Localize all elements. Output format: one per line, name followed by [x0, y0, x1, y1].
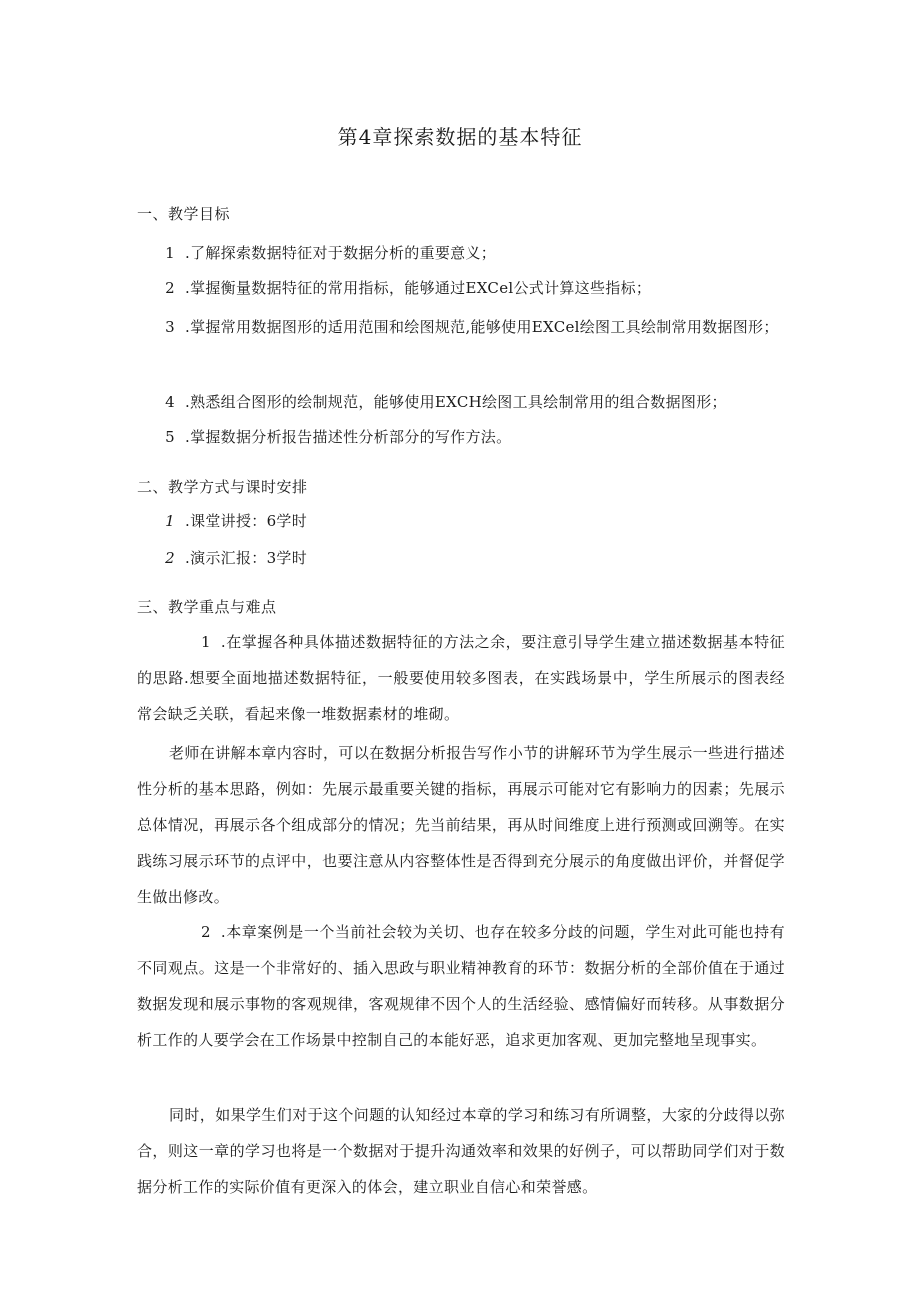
list-item	[137, 309, 787, 345]
list-item	[137, 419, 787, 455]
section-heading-objectives: 一、教学目标	[137, 205, 231, 223]
item-number: 2	[201, 923, 211, 941]
item-text: .演示汇报：3学时	[185, 549, 308, 567]
item-number: 5	[165, 428, 175, 446]
item-number: 1	[165, 244, 175, 262]
list-item	[137, 235, 787, 271]
item-number: 1	[165, 512, 175, 530]
paragraph-text: .本章案例是一个当前社会较为关切、也存在较多分歧的问题，学生对此可能也持有不同观点。这是一个非常好的、插入思政与职业精神教育的环节：数据分析的全部价值在于通过数据发现和展示事物的客观规律，客观规律不因个人的生活经验、感情偏好而转移。从事数据分析工作的人要学会在工作场景中控制自己的本能好恶，追求更加客观、更加完整地呈现事实。	[137, 923, 785, 1049]
paragraph-text: .在掌握各种具体描述数据特征的方法之余，要注意引导学生建立描述数据基本特征的思路.想要全面地描述数据特征，一般要使用较多图表，在实践场景中，学生所展示的图表经常会缺乏关联，看起来像一堆数据素材的堆砌。	[137, 633, 785, 723]
item-number: 2	[165, 279, 175, 297]
list-item	[137, 540, 787, 576]
item-number: 2	[165, 549, 175, 567]
item-number: 4	[165, 393, 175, 411]
item-text: .课堂讲授：6学时	[185, 512, 308, 530]
paragraph	[137, 735, 785, 915]
item-number: 3	[165, 318, 175, 336]
list-item	[137, 270, 787, 306]
paragraph-text: 老师在讲解本章内容时，可以在数据分析报告写作小节的讲解环节为学生展示一些进行描述性分析的基本思路，例如：先展示最重要关键的指标，再展示可能对它有影响力的因素；先展示总体情况，再展示各个组成部分的情况；先当前结果，再从时间维度上进行预测或回溯等。在实践练习展示环节的点评中，也要注意从内容整体性是否得到充分展示的角度做出评价，并督促学生做出修改。	[137, 744, 785, 906]
page-title: 第4章探索数据的基本特征	[337, 125, 583, 149]
list-item	[137, 503, 787, 539]
list-item	[137, 384, 787, 420]
paragraph-text: 同时，如果学生们对于这个问题的认知经过本章的学习和练习有所调整，大家的分歧得以弥合，则这一章的学习也将是一个数据对于提升沟通效率和效果的好例子，可以帮助同学们对于数据分析工作的实际价值有更深入的体会，建立职业自信心和荣誉感。	[137, 1106, 785, 1196]
item-number: 1	[201, 633, 211, 651]
section-heading-key-points: 三、教学重点与难点	[137, 598, 277, 616]
paragraph	[137, 624, 785, 732]
item-text: .掌握衡量数据特征的常用指标，能够通过EXCel公式计算这些指标；	[185, 279, 652, 297]
section-heading-arrangement: 二、教学方式与课时安排	[137, 478, 308, 496]
item-text: .了解探索数据特征对于数据分析的重要意义；	[185, 244, 497, 262]
paragraph	[137, 914, 785, 1058]
item-text: .掌握数据分析报告描述性分析部分的写作方法。	[185, 428, 512, 446]
paragraph	[137, 1097, 785, 1205]
item-text: .熟悉组合图形的绘制规范，能够使用EXCH绘图工具绘制常用的组合数据图形；	[185, 393, 727, 411]
item-text: .掌握常用数据图形的适用范围和绘图规范,能够使用EXCel绘图工具绘制常用数据图形；	[185, 318, 779, 336]
